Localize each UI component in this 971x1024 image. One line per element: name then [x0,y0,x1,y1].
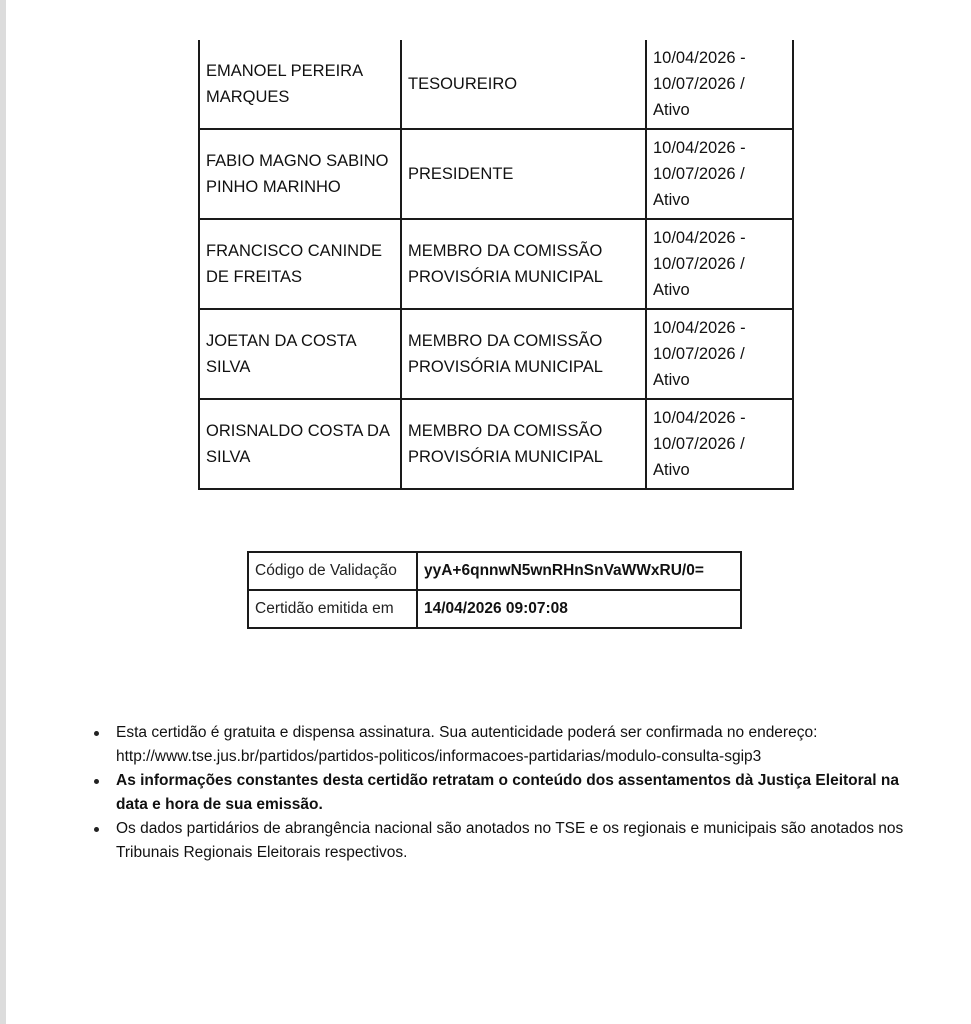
member-role: MEMBRO DA COMISSÃO PROVISÓRIA MUNICIPAL [401,219,646,309]
issued-at-value: 14/04/2026 09:07:08 [417,590,741,628]
period-start: 10/04/2026 - [653,409,746,427]
member-status: Ativo [653,191,690,209]
member-period [646,309,793,399]
member-name: JOETAN DA COSTA SILVA [199,309,401,399]
period-end: 10/07/2026 / [653,75,745,93]
period-start: 10/04/2026 - [653,229,746,247]
member-status: Ativo [653,281,690,299]
certificate-notes [88,721,906,865]
table-row [199,129,793,219]
party-members-table [198,40,794,490]
member-role: TESOUREIRO [401,40,646,129]
period-end: 10/07/2026 / [653,345,745,363]
member-name: ORISNALDO COSTA DA SILVA [199,399,401,489]
member-name: FRANCISCO CANINDE DE FREITAS [199,219,401,309]
member-period [646,40,793,129]
period-end: 10/07/2026 / [653,435,745,453]
member-role: MEMBRO DA COMISSÃO PROVISÓRIA MUNICIPAL [401,309,646,399]
member-status: Ativo [653,461,690,479]
period-end: 10/07/2026 / [653,255,745,273]
note-authenticity: Esta certidão é gratuita e dispensa assinatura. Sua autenticidade poderá ser confirmada no endereço: http://www.tse.jus.br/partidos/partidos-politicos/informacoes-partidarias/modulo-consulta-sgip3 [116,721,906,769]
member-period [646,399,793,489]
period-start: 10/04/2026 - [653,139,746,157]
issued-at-label: Certidão emitida em [248,590,417,628]
member-status: Ativo [653,371,690,389]
period-start: 10/04/2026 - [653,49,746,67]
validation-code-label: Código de Validação [248,552,417,590]
member-status: Ativo [653,101,690,119]
table-row [199,219,793,309]
issued-at-row [248,590,741,628]
validation-code-row [248,552,741,590]
period-start: 10/04/2026 - [653,319,746,337]
table-row [199,40,793,129]
member-role: PRESIDENTE [401,129,646,219]
member-period [646,129,793,219]
table-row [199,309,793,399]
table-row [199,399,793,489]
note-data-scope: Os dados partidários de abrangência nacional são anotados no TSE e os regionais e municipais são anotados nos Tribunais Regionais Eleitorais respectivos. [116,817,906,865]
note-content-disclaimer: As informações constantes desta certidão retratam o conteúdo dos assentamentos dà Justiça Eleitoral na data e hora de sua emissão. [116,769,906,817]
validation-code-value: yyA+6qnnwN5wnRHnSnVaWWxRU/0= [417,552,741,590]
period-end: 10/07/2026 / [653,165,745,183]
member-period [646,219,793,309]
member-name: FABIO MAGNO SABINO PINHO MARINHO [199,129,401,219]
validation-table [247,551,742,629]
member-name: EMANOEL PEREIRA MARQUES [199,40,401,129]
member-role: MEMBRO DA COMISSÃO PROVISÓRIA MUNICIPAL [401,399,646,489]
